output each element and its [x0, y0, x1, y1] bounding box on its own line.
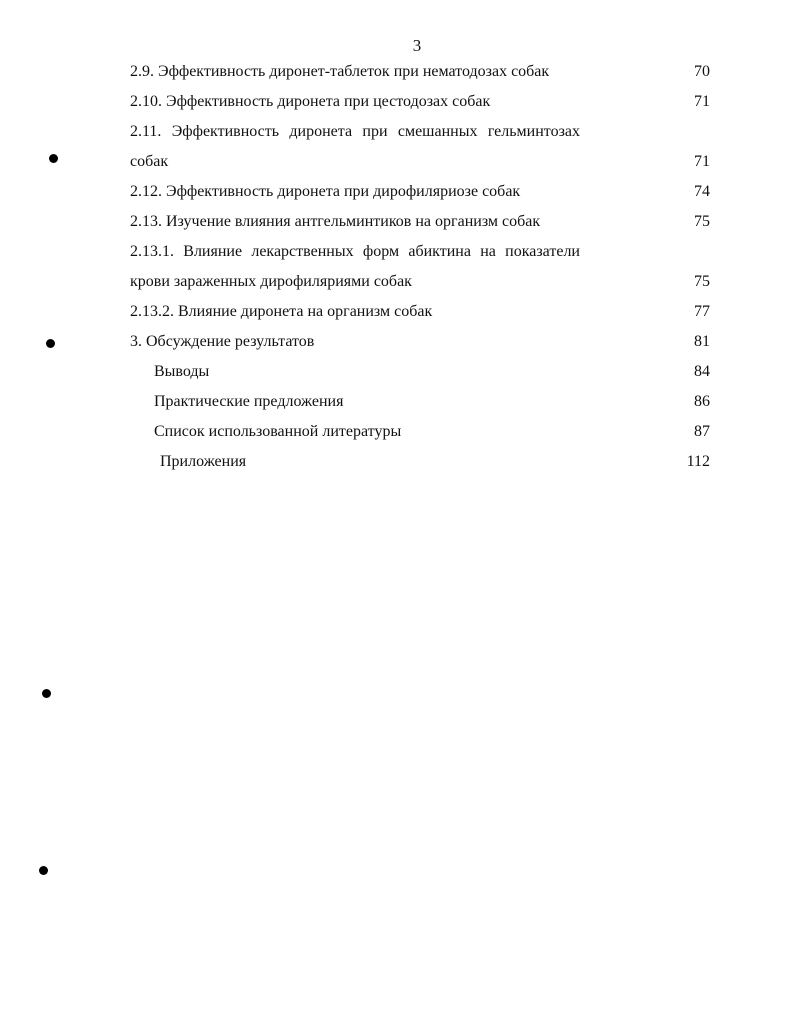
toc-entry-appendices [130, 447, 710, 477]
toc-entry-page: 70 [694, 63, 710, 80]
toc-entry-page: 75 [694, 213, 710, 230]
toc-entry-title: Приложения [160, 453, 247, 470]
toc-entry-title: 2.13. Изучение влияния антгельминтиков на организм собак [130, 213, 541, 230]
toc-entry-2-13-2 [130, 297, 710, 327]
punch-hole-icon [46, 339, 55, 348]
toc-entry-conclusions [130, 357, 710, 387]
toc-entry-page: 71 [694, 93, 710, 110]
toc-entry-title: 2.12. Эффективность диронета при дирофиляриозе собак [130, 183, 521, 200]
toc-entry-page: 86 [694, 393, 710, 410]
toc-entry-title: Практические предложения [154, 393, 344, 410]
toc-entry-page: 77 [694, 303, 710, 320]
toc-entry-page: 71 [694, 153, 710, 170]
toc-entry-2-13-1 [130, 237, 710, 297]
toc-entry-title: 2.13.2. Влияние диронета на организм собак [130, 303, 433, 320]
toc-entry-title: 3. Обсуждение результатов [130, 333, 315, 350]
toc-entry-2-9 [130, 57, 710, 87]
toc-entry-title: 2.13.1. Влияние лекарственных форм абиктина на показатели крови зараженных дирофиляриями собак [130, 243, 580, 290]
toc-entry-page: 84 [694, 363, 710, 380]
toc-entry-page: 75 [694, 273, 710, 290]
toc-entry-title: Выводы [154, 363, 210, 380]
page-number: 3 [412, 36, 422, 55]
toc-entry-2-11 [130, 117, 710, 177]
toc-entry-title: 2.11. Эффективность диронета при смешанных гельминтозах собак [130, 123, 580, 170]
toc-entry-title: 2.9. Эффективность диронет-таблеток при нематодозах собак [130, 63, 550, 80]
toc-entry-page: 87 [694, 423, 710, 440]
toc-entry-page: 74 [694, 183, 710, 200]
table-of-contents [130, 57, 710, 477]
toc-entry-3 [130, 327, 710, 357]
punch-hole-icon [39, 866, 48, 875]
toc-entry-page: 81 [694, 333, 710, 350]
punch-hole-icon [42, 689, 51, 698]
toc-entry-2-10 [130, 87, 710, 117]
toc-entry-title: Список использованной литературы [154, 423, 402, 440]
toc-entry-practical-proposals [130, 387, 710, 417]
toc-entry-2-12 [130, 177, 710, 207]
punch-hole-icon [49, 154, 58, 163]
toc-entry-2-13 [130, 207, 710, 237]
toc-entry-title: 2.10. Эффективность диронета при цестодозах собак [130, 93, 491, 110]
toc-entry-page: 112 [686, 453, 710, 470]
toc-entry-references [130, 417, 710, 447]
